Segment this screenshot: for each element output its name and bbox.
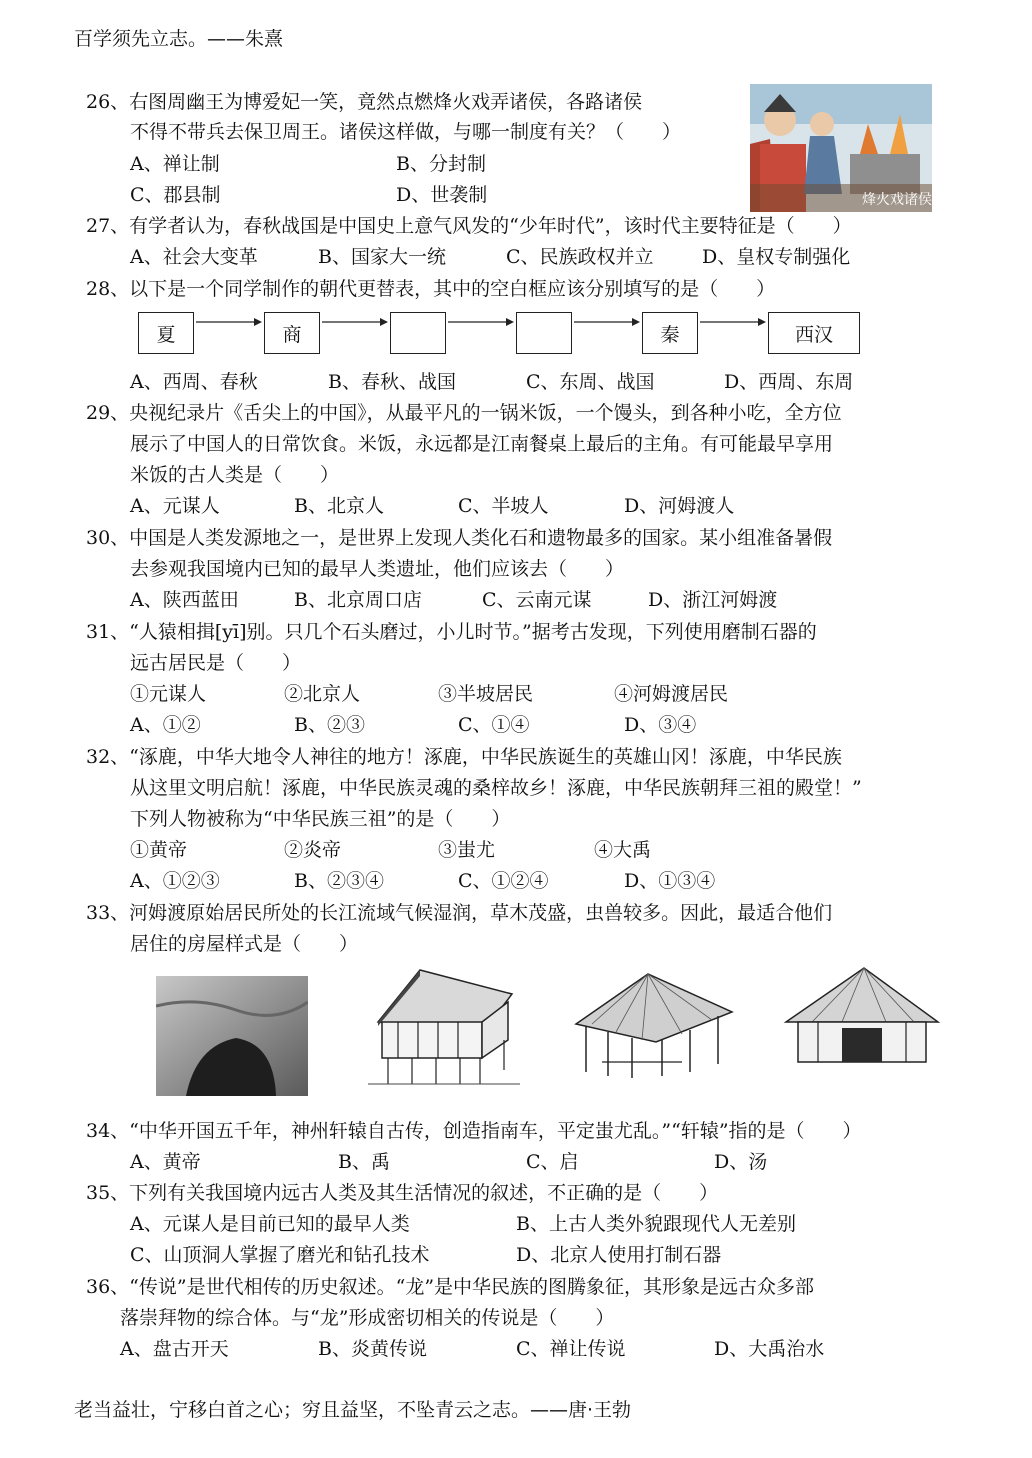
q29-option-d: D、河姆渡人 bbox=[624, 495, 735, 517]
q27-option-b: B、国家大一统 bbox=[318, 246, 446, 268]
q32-stem-line2: 从这里文明启航！涿鹿，中华民族灵魂的桑梓故乡！涿鹿，中华民族朝拜三祖的殿堂！” bbox=[130, 777, 862, 799]
q26-option-a: A、禅让制 bbox=[130, 153, 220, 175]
q28-option-a: A、西周、春秋 bbox=[130, 371, 258, 393]
q31-item-1: ①元谋人 bbox=[130, 683, 207, 705]
q33-stem-line1: 33、河姆渡原始居民所处的长江流域气候湿润，草木茂盛，虫兽较多。因此，最适合他们 bbox=[86, 902, 833, 924]
q33-stem-line2: 居住的房屋样式是（ ） bbox=[130, 933, 359, 955]
q31-item-3: ③半坡居民 bbox=[438, 683, 534, 705]
q29-option-a: A、元谋人 bbox=[130, 495, 220, 517]
q31-item-2: ②北京人 bbox=[284, 683, 361, 705]
arrow-icon bbox=[322, 316, 388, 328]
q30-stem-line1: 30、中国是人类发源地之一，是世界上发现人类化石和遗物最多的国家。某小组准备暑假 bbox=[86, 527, 833, 549]
q35-option-b: B、上古人类外貌跟现代人无差别 bbox=[516, 1213, 796, 1235]
q29-stem-line1: 29、央视纪录片《舌尖上的中国》，从最平凡的一锅米饭，一个馒头，到各种小吃，全方位 bbox=[86, 402, 842, 424]
q32-option-c: C、①②④ bbox=[458, 870, 549, 892]
q34-stem: 34、“中华开国五千年，神州轩辕自古传，创造指南车，平定蚩尤乱。”“轩辕”指的是（ ） bbox=[86, 1120, 862, 1142]
q32-option-d: D、①③④ bbox=[624, 870, 716, 892]
q31-stem-line2: 远古居民是（ ） bbox=[130, 652, 302, 674]
dynasty-box-5: 秦 bbox=[642, 312, 698, 354]
q36-stem-line1: 36、“传说”是世代相传的历史叙述。“龙”是中华民族的图腾象征，其形象是远古众多部 bbox=[86, 1276, 815, 1298]
arrow-icon bbox=[196, 316, 262, 328]
q34-option-c: C、启 bbox=[526, 1151, 579, 1173]
q31-option-b: B、②③ bbox=[294, 714, 365, 736]
arrow-icon bbox=[574, 316, 640, 328]
dynasty-box-1: 夏 bbox=[138, 312, 194, 354]
q26-option-c: C、郡县制 bbox=[130, 184, 221, 206]
thatched-hut-image bbox=[572, 968, 736, 1080]
stilt-house-image bbox=[368, 966, 520, 1088]
q28-option-d: D、西周、东周 bbox=[724, 371, 854, 393]
q34-option-a: A、黄帝 bbox=[130, 1151, 201, 1173]
cave-dwelling-image bbox=[156, 976, 308, 1096]
q32-stem-line1: 32、“涿鹿，中华大地令人神往的地方！涿鹿，中华民族诞生的英雄山冈！涿鹿，中华民族 bbox=[86, 746, 842, 768]
q29-stem-line3: 米饭的古人类是（ ） bbox=[130, 464, 340, 486]
q27-option-d: D、皇权专制强化 bbox=[702, 246, 851, 268]
round-hut-image bbox=[782, 964, 942, 1068]
q36-stem-line2: 落崇拜物的综合体。与“龙”形成密切相关的传说是（ ） bbox=[120, 1307, 615, 1329]
dynasty-box-6: 西汉 bbox=[768, 312, 860, 354]
q34-option-b: B、禹 bbox=[338, 1151, 390, 1173]
q36-option-b: B、炎黄传说 bbox=[318, 1338, 427, 1360]
q32-item-3: ③蚩尤 bbox=[438, 839, 496, 861]
q29-option-c: C、半坡人 bbox=[458, 495, 549, 517]
image-caption: 烽火戏诸侯 bbox=[862, 192, 932, 208]
q30-option-a: A、陕西蓝田 bbox=[130, 589, 239, 611]
dynasty-box-2: 商 bbox=[264, 312, 320, 354]
q28-option-b: B、春秋、战国 bbox=[328, 371, 456, 393]
q27-option-c: C、民族政权并立 bbox=[506, 246, 654, 268]
q27-option-a: A、社会大变革 bbox=[130, 246, 258, 268]
q34-option-d: D、汤 bbox=[714, 1151, 768, 1173]
dynasty-box-blank-1 bbox=[390, 312, 446, 354]
q31-option-a: A、①② bbox=[130, 714, 201, 736]
q35-option-d: D、北京人使用打制石器 bbox=[516, 1244, 722, 1266]
q32-option-b: B、②③④ bbox=[294, 870, 384, 892]
q30-stem-line2: 去参观我国境内已知的最早人类遗址，他们应该去（ ） bbox=[130, 558, 625, 580]
page-header-quote: 百学须先立志。——朱熹 bbox=[74, 28, 284, 50]
q32-item-2: ②炎帝 bbox=[284, 839, 342, 861]
q31-option-c: C、①④ bbox=[458, 714, 530, 736]
q32-item-1: ①黄帝 bbox=[130, 839, 188, 861]
q32-stem-line3: 下列人物被称为“中华民族三祖”的是（ ） bbox=[130, 808, 511, 830]
q30-option-d: D、浙江河姆渡 bbox=[648, 589, 778, 611]
q28-stem: 28、以下是一个同学制作的朝代更替表，其中的空白框应该分别填写的是（ ） bbox=[86, 278, 776, 300]
q31-option-d: D、③④ bbox=[624, 714, 697, 736]
q32-item-4: ④大禹 bbox=[594, 839, 652, 861]
q30-option-b: B、北京周口店 bbox=[294, 589, 422, 611]
q35-stem: 35、下列有关我国境内远古人类及其生活情况的叙述，不正确的是（ ） bbox=[86, 1182, 719, 1204]
q26-stem-line2: 不得不带兵去保卫周王。诸侯这样做，与哪一制度有关？（ ） bbox=[130, 121, 682, 143]
q35-option-c: C、山顶洞人掌握了磨光和钻孔技术 bbox=[130, 1244, 430, 1266]
q30-option-c: C、云南元谋 bbox=[482, 589, 592, 611]
q36-option-a: A、盘古开天 bbox=[120, 1338, 229, 1360]
q26-option-b: B、分封制 bbox=[396, 153, 486, 175]
q28-option-c: C、东周、战国 bbox=[526, 371, 655, 393]
arrow-icon bbox=[448, 316, 514, 328]
q31-item-4: ④河姆渡居民 bbox=[614, 683, 729, 705]
arrow-icon bbox=[700, 316, 766, 328]
dynasty-box-blank-2 bbox=[516, 312, 572, 354]
q36-option-c: C、禅让传说 bbox=[516, 1338, 626, 1360]
q35-option-a: A、元谋人是目前已知的最早人类 bbox=[130, 1213, 410, 1235]
beacon-fire-illustration bbox=[750, 84, 932, 212]
q27-stem: 27、有学者认为，春秋战国是中国史上意气风发的“少年时代”，该时代主要特征是（ ） bbox=[86, 215, 852, 237]
q26-stem-line1: 26、右图周幽王为博爱妃一笑，竟然点燃烽火戏弄诸侯，各路诸侯 bbox=[86, 91, 643, 113]
page-footer-quote: 老当益壮，宁移白首之心；穷且益坚，不坠青云之志。——唐·王勃 bbox=[74, 1399, 632, 1421]
q31-stem-line1: 31、“人猿相揖[yī]别。只几个石头磨过，小儿时节。”据考古发现，下列使用磨制石器的 bbox=[86, 621, 817, 643]
q29-stem-line2: 展示了中国人的日常饮食。米饭，永远都是江南餐桌上最后的主角。有可能最早享用 bbox=[130, 433, 834, 455]
q26-option-d: D、世袭制 bbox=[396, 184, 488, 206]
q36-option-d: D、大禹治水 bbox=[714, 1338, 825, 1360]
q32-option-a: A、①②③ bbox=[130, 870, 220, 892]
q29-option-b: B、北京人 bbox=[294, 495, 384, 517]
